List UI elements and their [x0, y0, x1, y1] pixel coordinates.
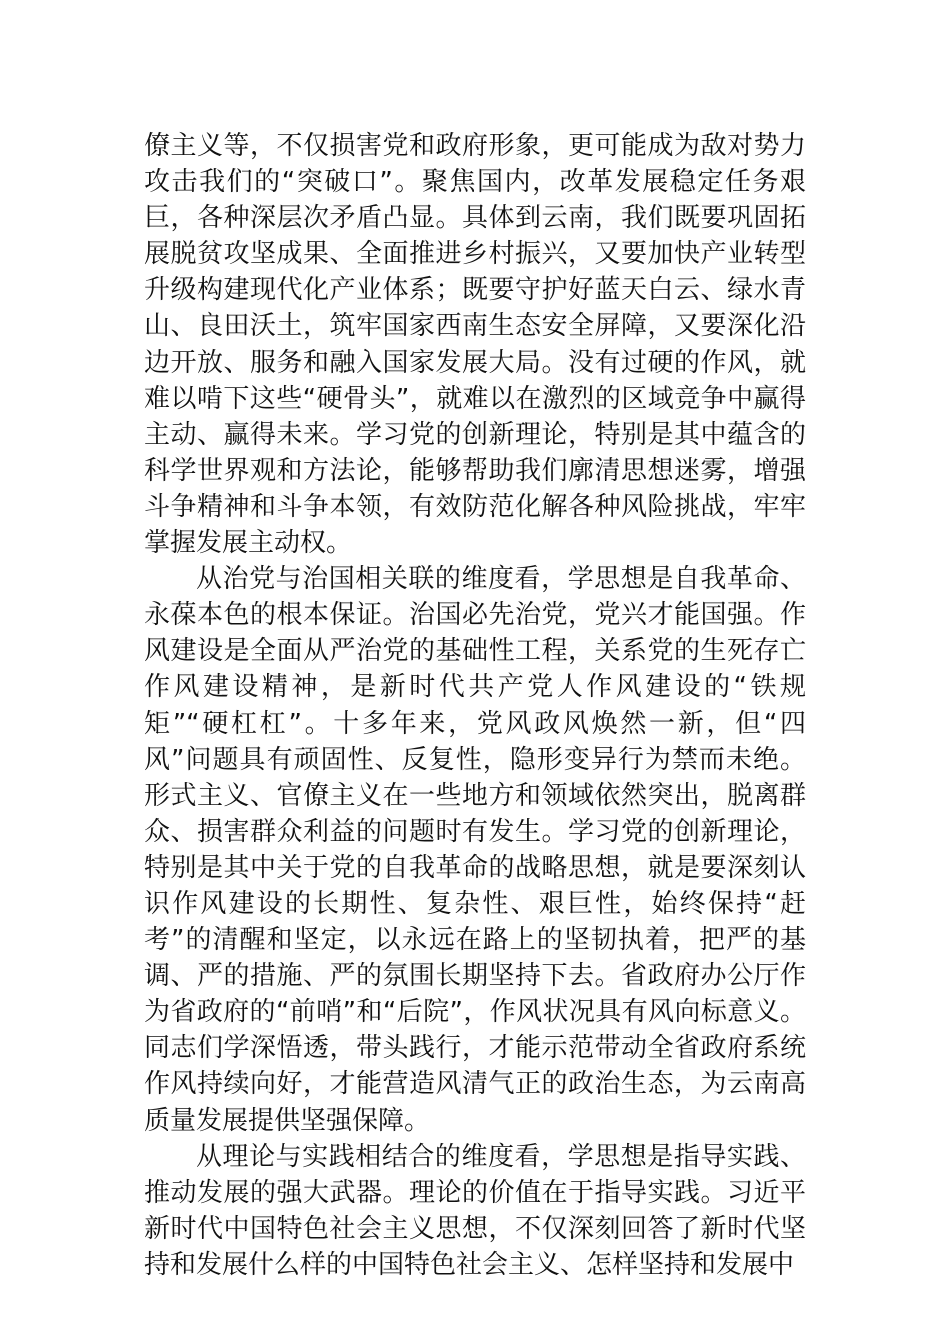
paragraph-2: 从治党与治国相关联的维度看，学思想是自我革命、永葆本色的根本保证。治国必先治党，党兴才能国强。作风建设是全面从严治党的基础性工程，关系党的生死存亡作风建设精神，是新时代共产党人作风建设的“铁规矩”“硬杠杠”。十多年来，党风政风焕然一新，但“四风”问题具有顽固性、反复性，隐形变异行为禁而未绝。形式主义、官僚主义在一些地方和领域依然突出，脱离群众、损害群众利益的问题时有发生。学习党的创新理论，特别是其中关于党的自我革命的战略思想，就是要深刻认识作风建设的长期性、复杂性、艰巨性，始终保持“赶考”的清醒和坚定，以永远在路上的坚韧执着，把严的基调、严的措施、严的氛围长期坚持下去。省政府办公厅作为省政府的“前哨”和“后院”，作风状况具有风向标意义。同志们学深悟透，带头践行，才能示范带动全省政府系统作风持续向好，才能营造风清气正的政治生态，为云南高质量发展提供坚强保障。	[144, 564, 806, 1136]
paragraph-1: 僚主义等，不仅损害党和政府形象，更可能成为敌对势力攻击我们的“突破口”。聚焦国内，改革发展稳定任务艰巨，各种深层次矛盾凸显。具体到云南，我们既要巩固拓展脱贫攻坚成果、全面推进乡村振兴，又要加快产业转型升级构建现代化产业体系；既要守护好蓝天白云、绿水青山、良田沃土，筑牢国家西南生态安全屏障，又要深化沿边开放、服务和融入国家发展大局。没有过硬的作风，就难以啃下这些“硬骨头”，就难以在激烈的区域竞争中赢得主动、赢得未来。学习党的创新理论，特别是其中蕴含的科学世界观和方法论，能够帮助我们廓清思想迷雾，增强斗争精神和斗争本领，有效防范化解各种风险挑战，牢牢掌握发展主动权。	[144, 131, 806, 559]
document-body	[144, 128, 806, 1283]
paragraph-3: 从理论与实践相结合的维度看，学思想是指导实践、推动发展的强大武器。理论的价值在于指导实践。习近平新时代中国特色社会主义思想，不仅深刻回答了新时代坚持和发展什么样的中国特色社会主义、怎样坚持和发展中	[144, 1141, 806, 1280]
